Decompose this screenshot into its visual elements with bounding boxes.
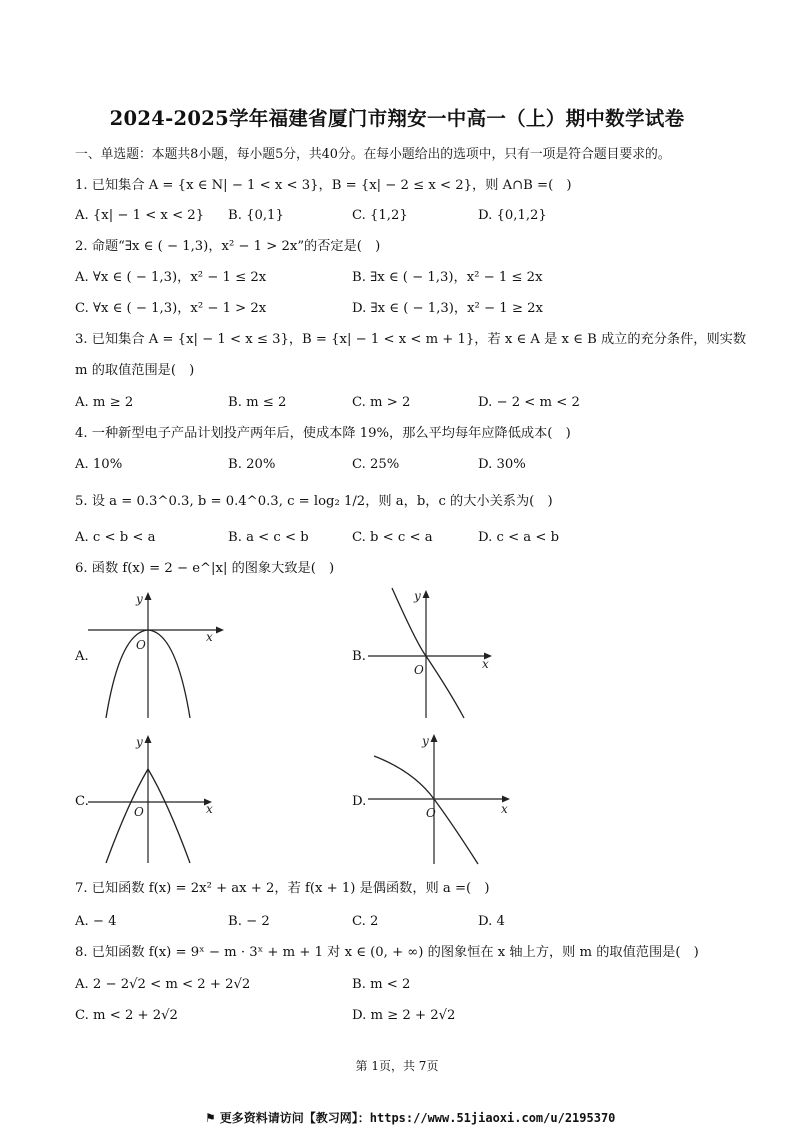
q4-option-b: B. 20% [228,457,276,472]
q6-graph-a [88,590,228,720]
promo-text: 更多资料请访问【教习网】：https://www.51jiaoxi.com/u/2195370 [219,1111,616,1125]
question-7-stem: 7. 已知函数 f(x) = 2x² + ax + 2，若 f(x + 1) 是偶函数，则 a =( ) [75,881,490,896]
q2-option-a: A. ∀x ∈ ( − 1,3)，x² − 1 ≤ 2x [75,270,267,285]
q3-option-d: D. − 2 < m < 2 [478,395,580,410]
x-axis-label: x [501,802,508,816]
question-2-stem: 2. 命题“∃x ∈ ( − 1,3)，x² − 1 > 2x”的否定是( ) [75,239,381,254]
q8-option-d: D. m ≥ 2 + 2√2 [352,1008,456,1023]
x-axis-label: x [206,630,213,644]
section-heading: 一、单选题：本题共8小题，每小题5分，共40分。在每小题给出的选项中，只有一项是符合题目要求的。 [75,147,671,162]
question-5-stem: 5. 设 a = 0.3^0.3, b = 0.4^0.3, c = log₂ 1/2，则 a，b，c 的大小关系为( ) [75,494,553,509]
q4-option-d: D. 30% [478,457,526,472]
q3-option-a: A. m ≥ 2 [75,395,134,410]
q1-option-d: D. {0,1,2} [478,208,547,223]
q1-option-b: B. {0,1} [228,208,284,223]
q6-option-a-label: A. [75,649,89,664]
y-axis-label: y [136,735,143,749]
q8-option-b: B. m < 2 [352,977,411,992]
q6-option-d-label: D. [352,794,367,809]
flag-icon: ⚑ [205,1111,216,1125]
q7-option-d: D. 4 [478,914,505,929]
page-title: 2024-2025学年福建省厦门市翔安一中高一（上）期中数学试卷 [109,107,685,130]
q8-option-c: C. m < 2 + 2√2 [75,1008,178,1023]
origin-label: O [426,806,436,820]
q6-graph-b [368,588,508,720]
q5-option-a: A. c < b < a [75,530,156,545]
y-axis-label: y [414,589,421,603]
question-3-stem-cont: m 的取值范围是( ) [75,363,195,378]
q2-option-c: C. ∀x ∈ ( − 1,3)，x² − 1 > 2x [75,301,267,316]
question-4-stem: 4. 一种新型电子产品计划投产两年后，使成本降 19%，那么平均每年应降低成本( ) [75,426,571,441]
y-arrow-icon [423,590,430,598]
q4-option-c: C. 25% [352,457,400,472]
q5-option-c: C. b < c < a [352,530,433,545]
origin-label: O [136,638,146,652]
q5-option-b: B. a < c < b [228,530,309,545]
question-6-stem: 6. 函数 f(x) = 2 − e^|x| 的图象大致是( ) [75,561,335,576]
q7-option-a: A. − 4 [75,914,117,929]
question-3-stem: 3. 已知集合 A = {x| − 1 < x ≤ 3}，B = {x| − 1 < x < m + 1}，若 x ∈ A 是 x ∈ B 成立的充分条件，则实数 [75,332,747,347]
origin-label: O [414,663,424,677]
q5-option-d: D. c < a < b [478,530,560,545]
curve-b [392,588,464,718]
y-arrow-icon [145,735,152,743]
q1-option-c: C. {1,2} [352,208,408,223]
q2-option-d: D. ∃x ∈ ( − 1,3)，x² − 1 ≥ 2x [352,301,543,316]
q7-option-c: C. 2 [352,914,379,929]
q8-option-a: A. 2 − 2√2 < m < 2 + 2√2 [75,977,251,992]
origin-label: O [134,805,144,819]
q7-option-b: B. − 2 [228,914,270,929]
x-arrow-icon [216,627,224,634]
y-arrow-icon [145,592,152,600]
q6-option-c-label: C. [75,794,89,809]
q6-graph-d [368,732,516,866]
y-axis-label: y [136,592,143,606]
y-arrow-icon [431,734,438,742]
question-8-stem: 8. 已知函数 f(x) = 9ˣ − m · 3ˣ + m + 1 对 x ∈ (0, + ∞) 的图象恒在 x 轴上方，则 m 的取值范围是( ) [75,945,699,960]
q6-graph-c [88,733,228,865]
q6-option-b-label: B. [352,649,366,664]
x-axis-label: x [482,657,489,671]
q3-option-b: B. m ≤ 2 [228,395,287,410]
q1-option-a: A. {x| − 1 < x < 2} [75,208,205,223]
x-axis-label: x [206,802,213,816]
y-axis-label: y [422,734,429,748]
question-1-stem: 1. 已知集合 A = {x ∈ N| − 1 < x < 3}，B = {x| − 2 ≤ x < 2}，则 A∩B =( ) [75,178,572,193]
q2-option-b: B. ∃x ∈ ( − 1,3)，x² − 1 ≤ 2x [352,270,543,285]
promo-link[interactable] [205,1109,615,1126]
q3-option-c: C. m > 2 [352,395,411,410]
q4-option-a: A. 10% [75,457,123,472]
page-number: 第 1页，共 7页 [355,1059,439,1073]
